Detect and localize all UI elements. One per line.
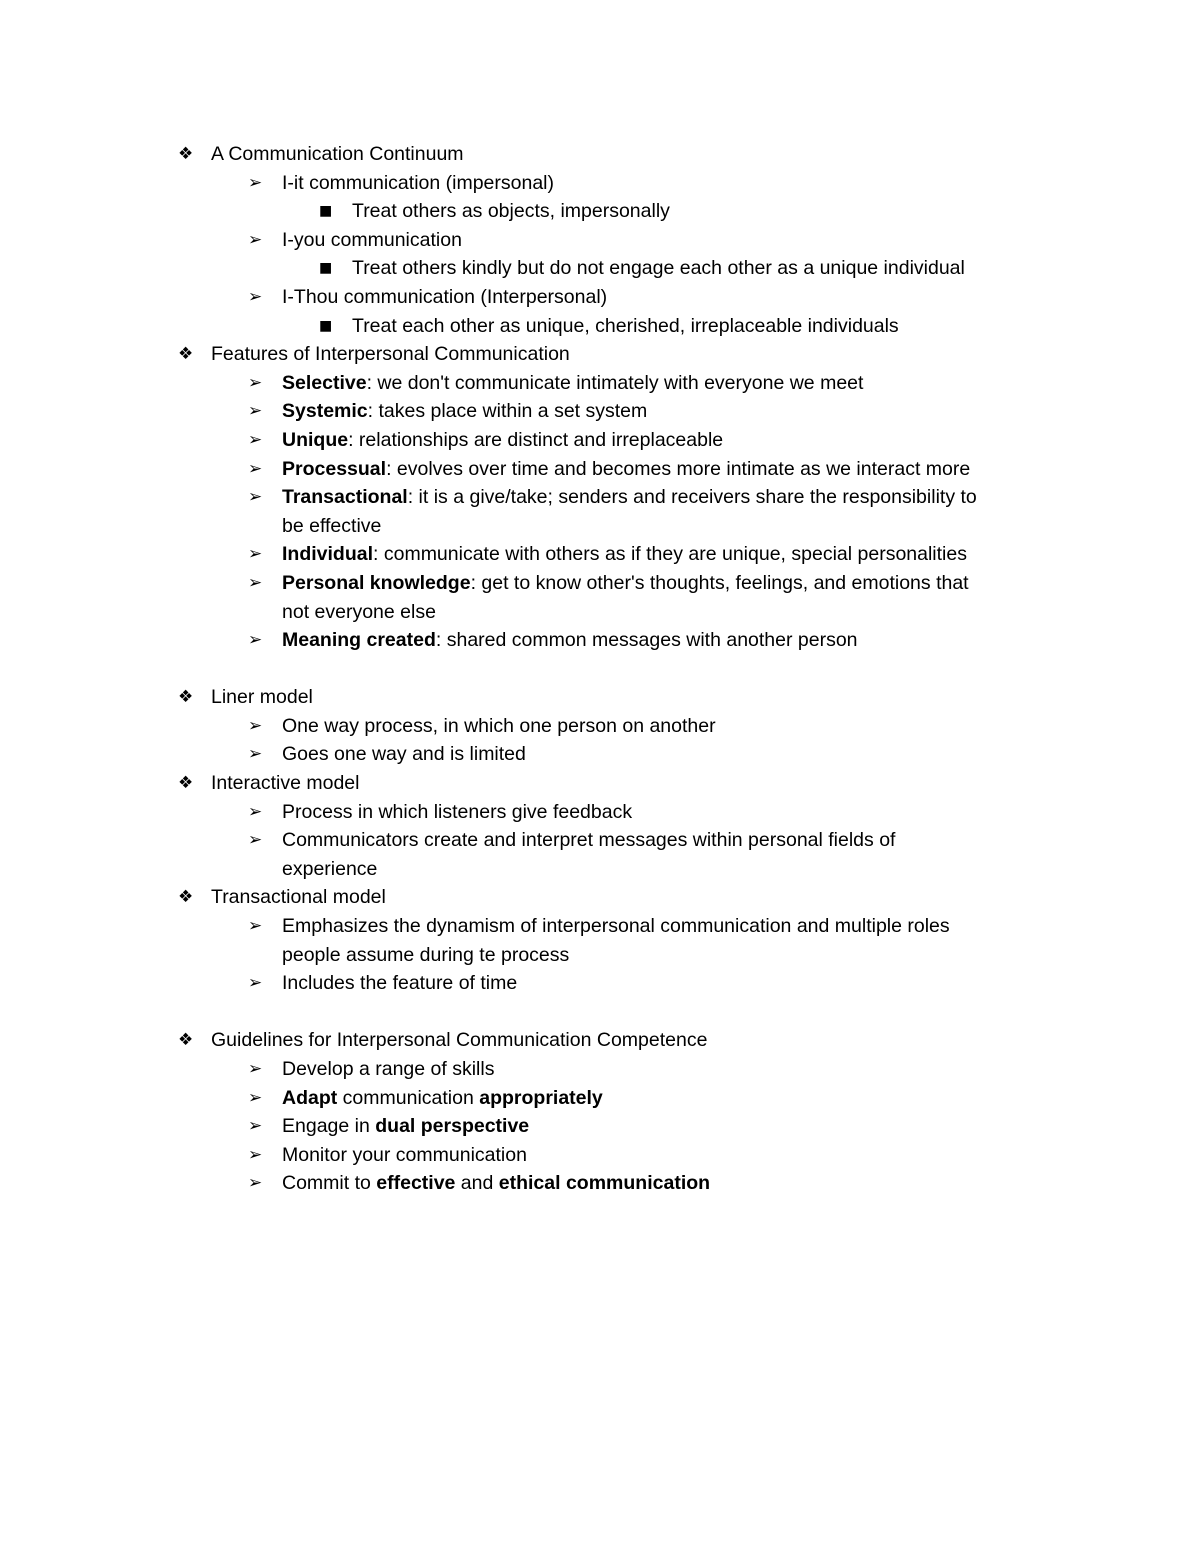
arrowhead-bullet-icon: ➢ [248,572,263,593]
list-item-level-2 [0,426,1200,455]
list-item-text [211,1026,707,1055]
list-item-level-2 [0,740,1200,769]
list-item-level-1 [0,1026,1200,1055]
list-item-text [282,798,632,827]
arrowhead-bullet-icon: ➢ [248,744,263,765]
text-segment: : evolves over time and becomes more intimate as we interact more [386,457,971,480]
text-segment: Process in which listeners give feedback [282,800,633,823]
text-segment: Engage in [282,1115,376,1138]
list-item-level-2 [0,826,1200,855]
bold-term: Adapt [282,1086,338,1109]
arrowhead-bullet-icon: ➢ [248,1087,263,1108]
text-segment: Communicators create and interpret messages within personal fields of [282,829,896,852]
arrowhead-bullet-icon: ➢ [248,544,263,565]
list-item-text [282,912,950,941]
bold-term: Personal knowledge [282,571,471,594]
arrowhead-bullet-icon: ➢ [248,916,263,937]
list-item-text [282,226,462,255]
text-segment: Features of Interpersonal Communication [211,343,570,366]
list-item-level-2 [0,1169,1200,1198]
list-item-text [352,312,899,341]
arrowhead-bullet-icon: ➢ [248,172,263,193]
text-segment: people assume during te process [282,943,570,966]
text-segment: : takes place within a set system [367,400,648,423]
list-item-level-2 [0,1084,1200,1113]
bold-term: appropriately [479,1086,603,1109]
list-item-text [282,512,381,541]
list-item-continuation [0,598,1200,627]
text-segment: Interactive model [211,772,360,795]
text-segment: be effective [282,514,382,537]
bold-term: Selective [282,371,367,394]
text-segment: I-Thou communication (Interpersonal) [282,285,608,308]
diamond-bullet-icon: ❖ [178,687,194,708]
list-item-level-2 [0,540,1200,569]
list-item-level-3 [0,197,1200,226]
list-item-text [282,855,377,884]
bold-term: Meaning created [282,629,436,652]
arrowhead-bullet-icon: ➢ [248,1059,263,1079]
blank-line [0,655,1200,684]
list-item-text [282,426,723,455]
list-item-level-3 [0,312,1200,341]
list-item-level-1 [0,883,1200,912]
list-item-level-2 [0,1055,1200,1084]
diamond-bullet-icon: ❖ [178,344,194,365]
list-item-text [282,941,569,970]
list-item-level-2 [0,169,1200,198]
text-segment: Transactional model [211,886,386,909]
text-segment: communication [337,1086,480,1109]
list-item-level-1 [0,140,1200,169]
list-item-text [282,598,436,627]
diamond-bullet-icon: ❖ [178,1030,194,1051]
list-item-level-2 [0,1141,1200,1170]
list-item-text [282,712,716,741]
arrowhead-bullet-icon: ➢ [248,1116,263,1137]
arrowhead-bullet-icon: ➢ [248,630,263,651]
list-item-text [352,254,965,283]
list-item-continuation [0,941,1200,970]
text-segment: : it is a give/take; senders and receivers share the responsibility to [407,486,977,509]
diamond-bullet-icon: ❖ [178,773,194,794]
list-item-text [211,340,570,369]
arrowhead-bullet-icon: ➢ [248,830,263,851]
list-item-continuation [0,512,1200,541]
square-bullet-icon: ■ [319,317,333,334]
list-item-text [282,1169,710,1198]
arrowhead-bullet-icon: ➢ [248,229,263,250]
list-item-text [282,455,970,484]
arrowhead-bullet-icon: ➢ [248,286,263,307]
diamond-bullet-icon: ❖ [178,887,194,908]
square-bullet-icon: ■ [319,203,333,220]
bold-term: Systemic [282,400,368,423]
list-item-text [282,1055,494,1084]
list-item-text [282,397,647,426]
bold-term: Unique [282,428,349,451]
arrowhead-bullet-icon: ➢ [248,1144,263,1165]
list-item-level-2 [0,969,1200,998]
list-item-text [282,626,858,655]
list-item-continuation [0,855,1200,884]
text-segment: Goes one way and is limited [282,743,526,766]
text-segment: Develop a range of skills [282,1058,495,1080]
diamond-bullet-icon: ❖ [178,144,194,164]
list-item-text [282,1141,527,1170]
list-item-level-2 [0,455,1200,484]
text-segment: Commit to [282,1172,377,1195]
arrowhead-bullet-icon: ➢ [248,973,263,994]
text-segment: Includes the feature of time [282,972,518,995]
list-item-level-2 [0,569,1200,598]
bold-term: Individual [282,543,374,566]
arrowhead-bullet-icon: ➢ [248,458,263,479]
list-item-level-1 [0,769,1200,798]
list-item-level-2 [0,397,1200,426]
text-segment: : communicate with others as if they are unique, special personalities [373,543,967,566]
list-item-text [282,969,517,998]
list-item-level-2 [0,798,1200,827]
list-item-level-2 [0,226,1200,255]
text-segment: and [455,1172,499,1195]
list-item-text [282,1084,603,1113]
text-segment: Liner model [211,686,313,709]
text-segment: : get to know other's thoughts, feelings, and emotions that [470,571,969,594]
text-segment: Emphasizes the dynamism of interpersonal communication and multiple roles [282,915,950,938]
list-item-text [282,169,554,198]
text-segment: I-you communication [282,228,462,251]
bold-term: Transactional [282,486,408,509]
list-item-text [282,283,607,312]
list-item-level-2 [0,1112,1200,1141]
list-item-text [282,369,863,398]
list-item-level-1 [0,683,1200,712]
list-item-text [211,883,386,912]
text-segment: : shared common messages with another person [435,629,858,652]
list-item-text [211,769,360,798]
list-item-level-2 [0,369,1200,398]
list-item-level-1 [0,340,1200,369]
list-item-text [211,683,313,712]
text-segment: experience [282,857,378,880]
list-item-text [282,1112,529,1141]
bold-term: Processual [282,457,387,480]
arrowhead-bullet-icon: ➢ [248,372,263,393]
text-segment: Treat each other as unique, cherished, irreplaceable individuals [352,314,899,337]
arrowhead-bullet-icon: ➢ [248,801,263,822]
list-item-level-2 [0,483,1200,512]
list-item-level-2 [0,712,1200,741]
arrowhead-bullet-icon: ➢ [248,401,263,422]
list-item-level-2 [0,283,1200,312]
arrowhead-bullet-icon: ➢ [248,1173,263,1194]
list-item-text [211,140,464,169]
list-item-level-2 [0,912,1200,941]
text-segment: Treat others kindly but do not engage each other as a unique individual [352,257,965,280]
list-item-text [282,740,526,769]
text-segment: One way process, in which one person on another [282,714,716,737]
text-segment: Guidelines for Interpersonal Communication Competence [211,1029,708,1052]
list-item-text [352,197,670,226]
arrowhead-bullet-icon: ➢ [248,429,263,450]
document-outline [0,140,1200,1198]
text-segment: Monitor your communication [282,1143,527,1166]
text-segment: I-it communication (impersonal) [282,171,555,194]
text-segment: A Communication Continuum [211,143,464,165]
arrowhead-bullet-icon: ➢ [248,487,263,508]
bold-term: ethical communication [498,1172,711,1195]
list-item-level-3 [0,254,1200,283]
list-item-level-2 [0,626,1200,655]
square-bullet-icon: ■ [319,260,333,277]
list-item-text [282,540,967,569]
text-segment: Treat others as objects, impersonally [352,200,670,223]
text-segment: not everyone else [282,600,436,623]
bold-term: effective [376,1172,456,1195]
list-item-text [282,826,895,855]
list-item-text [282,483,977,512]
blank-line [0,998,1200,1027]
text-segment: : relationships are distinct and irreplaceable [348,428,724,451]
arrowhead-bullet-icon: ➢ [248,715,263,736]
list-item-text [282,569,969,598]
text-segment: : we don't communicate intimately with everyone we meet [366,371,864,394]
bold-term: dual perspective [375,1115,530,1138]
